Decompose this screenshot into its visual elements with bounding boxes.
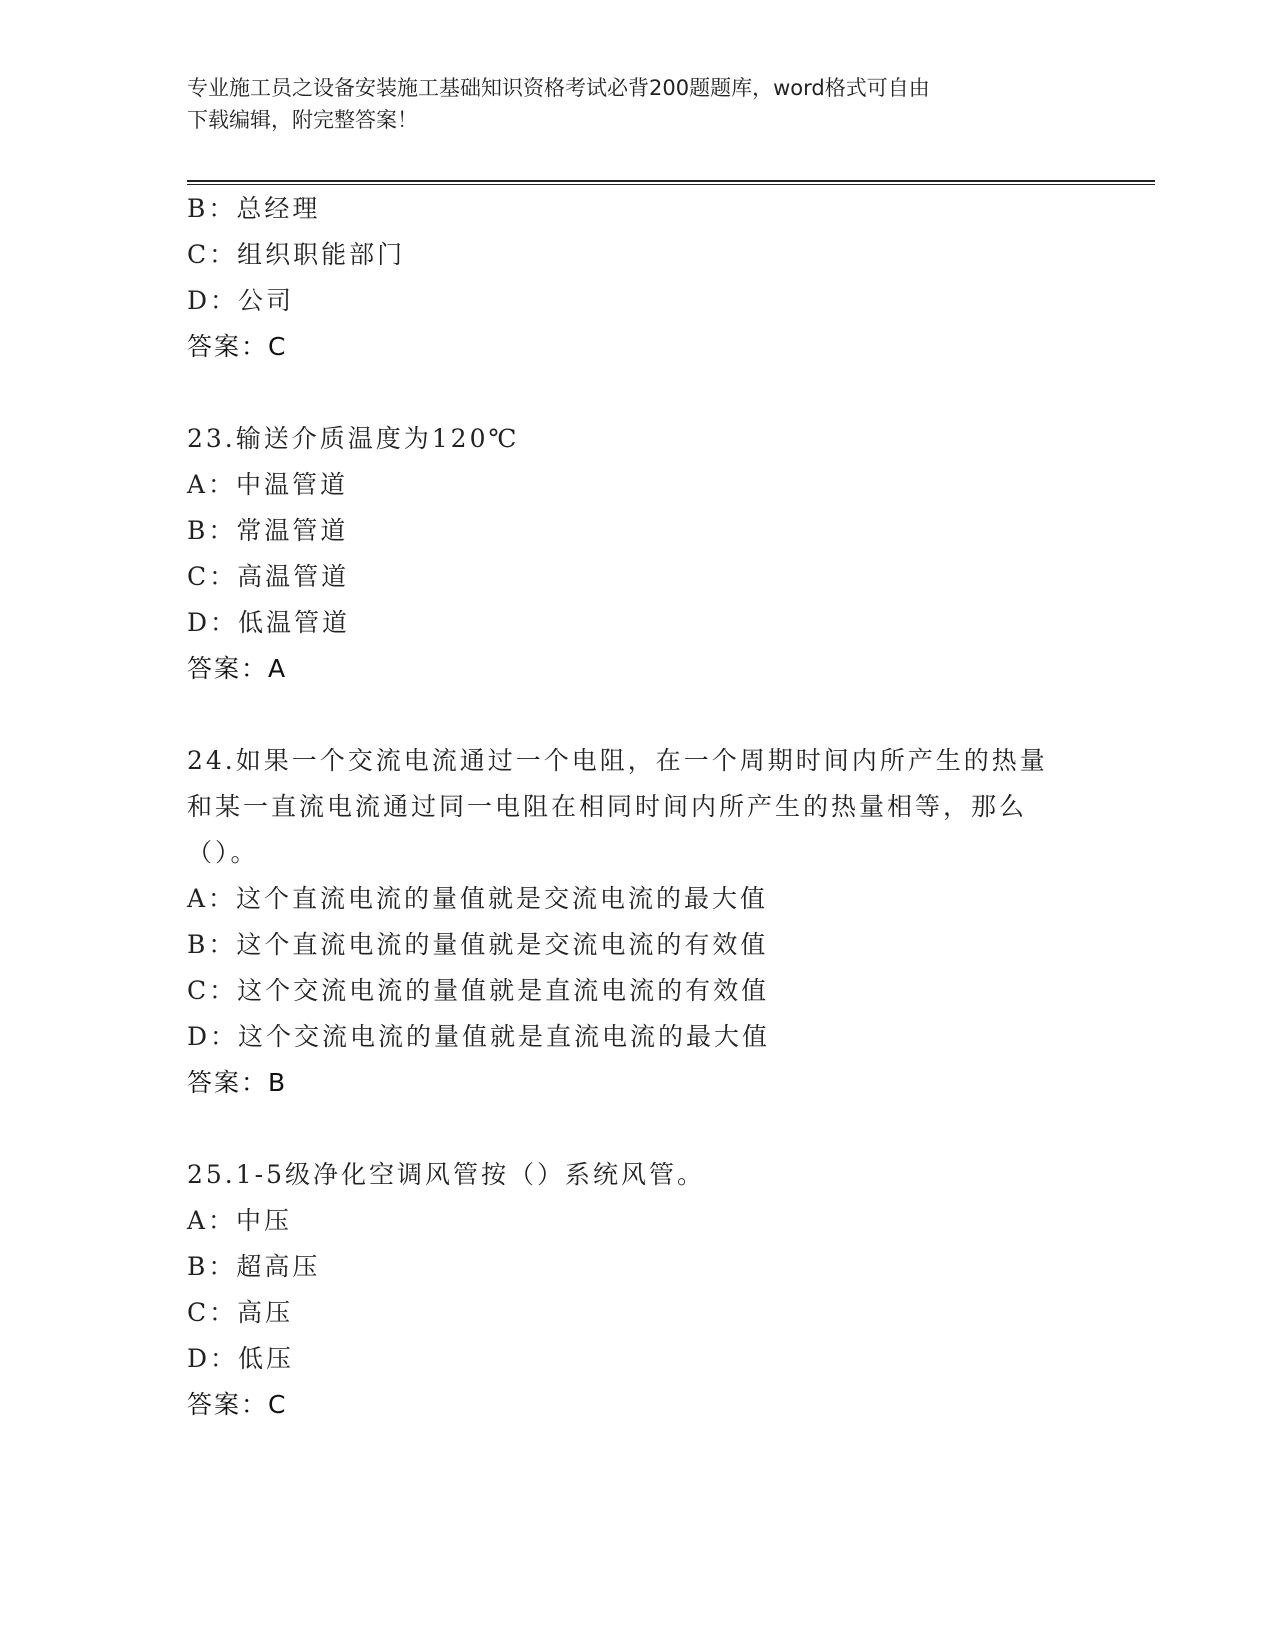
question-list xyxy=(187,186,1087,1428)
question-24 xyxy=(187,738,1087,1106)
option-a: A：中温管道 xyxy=(187,470,349,499)
answer-line: 答案：C xyxy=(187,332,288,361)
question-22-continued xyxy=(187,186,1087,370)
option-b: B：总经理 xyxy=(187,194,321,223)
header-title-line-1: 专业施工员之设备安装施工基础知识资格考试必背200题题库，word格式可自由 xyxy=(187,76,930,100)
answer-line: 答案：C xyxy=(187,1390,288,1419)
question-stem-line-3: （）。 xyxy=(187,838,259,867)
option-b: B：常温管道 xyxy=(187,516,349,545)
header-title-line-2: 下载编辑，附完整答案！ xyxy=(187,108,418,132)
option-d: D：这个交流电流的量值就是直流电流的最大值 xyxy=(187,1022,771,1051)
question-stem-line-2: 和某一直流电流通过同一电阻在相同时间内所产生的热量相等，那么 xyxy=(187,792,1028,821)
option-c: C：组织职能部门 xyxy=(187,240,406,269)
spacer xyxy=(187,1106,1087,1152)
question-stem: 25.1-5级净化空调风管按（）系统风管。 xyxy=(187,1160,706,1189)
question-23 xyxy=(187,416,1087,692)
option-a: A：这个直流电流的量值就是交流电流的最大值 xyxy=(187,884,769,913)
question-stem: 23.输送介质温度为120℃ xyxy=(187,424,520,453)
answer-line: 答案：A xyxy=(187,654,288,683)
option-c: C：高压 xyxy=(187,1298,294,1327)
option-a: A：中压 xyxy=(187,1206,293,1235)
option-b: B：这个直流电流的量值就是交流电流的有效值 xyxy=(187,930,769,959)
spacer xyxy=(187,692,1087,738)
option-b: B：超高压 xyxy=(187,1252,321,1281)
option-c: C：高温管道 xyxy=(187,562,350,591)
header-divider xyxy=(187,180,1155,182)
option-d: D：低压 xyxy=(187,1344,295,1373)
question-stem-line-1: 24.如果一个交流电流通过一个电阻，在一个周期时间内所产生的热量 xyxy=(187,746,1048,775)
header-divider-thin xyxy=(187,184,1155,185)
option-d: D：公司 xyxy=(187,286,295,315)
spacer xyxy=(187,370,1087,416)
question-25 xyxy=(187,1152,1087,1428)
option-d: D：低温管道 xyxy=(187,608,351,637)
document-header xyxy=(187,72,1067,136)
option-c: C：这个交流电流的量值就是直流电流的有效值 xyxy=(187,976,770,1005)
answer-line: 答案：B xyxy=(187,1068,288,1097)
